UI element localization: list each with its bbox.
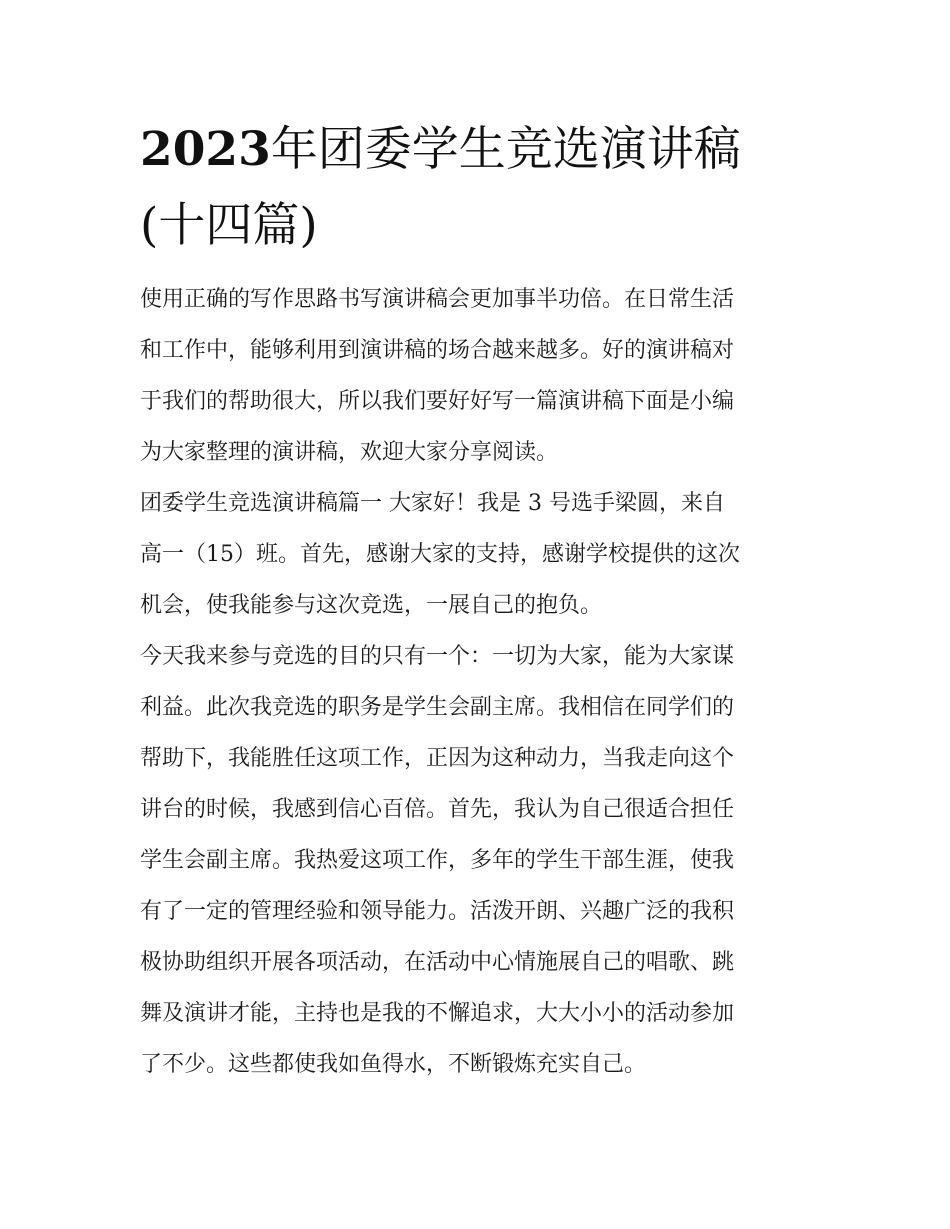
paragraph-speech-body	[140, 631, 830, 1090]
text-line: 舞及演讲才能，主持也是我的不懈追求，大大小小的活动参加	[140, 1001, 735, 1026]
paragraph-intro	[140, 274, 830, 478]
text-line: 高一（15）班。首先，感谢大家的支持，感谢学校提供的这次	[140, 542, 740, 567]
text-line: 极协助组织开展各项活动，在活动中心情施展自己的唱歌、跳	[140, 950, 735, 975]
text-line: 帮助下，我能胜任这项工作，正因为这种动力，当我走向这个	[140, 746, 735, 771]
text-line: 学生会副主席。我热爱这项工作，多年的学生干部生涯，使我	[140, 848, 735, 873]
title-text: 年团委学生竞选演讲稿	[270, 122, 741, 177]
text-line: 了不少。这些都使我如鱼得水，不断锻炼充实自己。	[140, 1052, 647, 1077]
text-line: 讲台的时候，我感到信心百倍。首先，我认为自己很适合担任	[140, 797, 735, 822]
paragraph-speech-opening	[140, 478, 830, 631]
text-line: 有了一定的管理经验和领导能力。活泼开朗、兴趣广泛的我积	[140, 899, 735, 924]
title-line-1	[140, 112, 820, 188]
text-line: 为大家整理的演讲稿，欢迎大家分享阅读。	[140, 440, 559, 465]
document-body	[140, 274, 830, 1090]
text-line: 机会，使我能参与这次竞选，一展自己的抱负。	[140, 593, 603, 618]
text-line: 利益。此次我竞选的职务是学生会副主席。我相信在同学们的	[140, 695, 735, 720]
text-line: 和工作中，能够利用到演讲稿的场合越来越多。好的演讲稿对	[140, 338, 735, 363]
document-title	[140, 112, 820, 264]
text-line: 今天我来参与竞选的目的只有一个：一切为大家，能为大家谋	[140, 644, 735, 669]
text-line: 于我们的帮助很大，所以我们要好好写一篇演讲稿下面是小编	[140, 389, 735, 414]
text-line: 使用正确的写作思路书写演讲稿会更加事半功倍。在日常生活	[140, 287, 735, 312]
text-line: 团委学生竞选演讲稿篇一 大家好！我是 3 号选手梁圆，来自	[140, 491, 725, 516]
title-line-2: (十四篇)	[140, 198, 318, 253]
title-year: 2023	[140, 122, 271, 177]
